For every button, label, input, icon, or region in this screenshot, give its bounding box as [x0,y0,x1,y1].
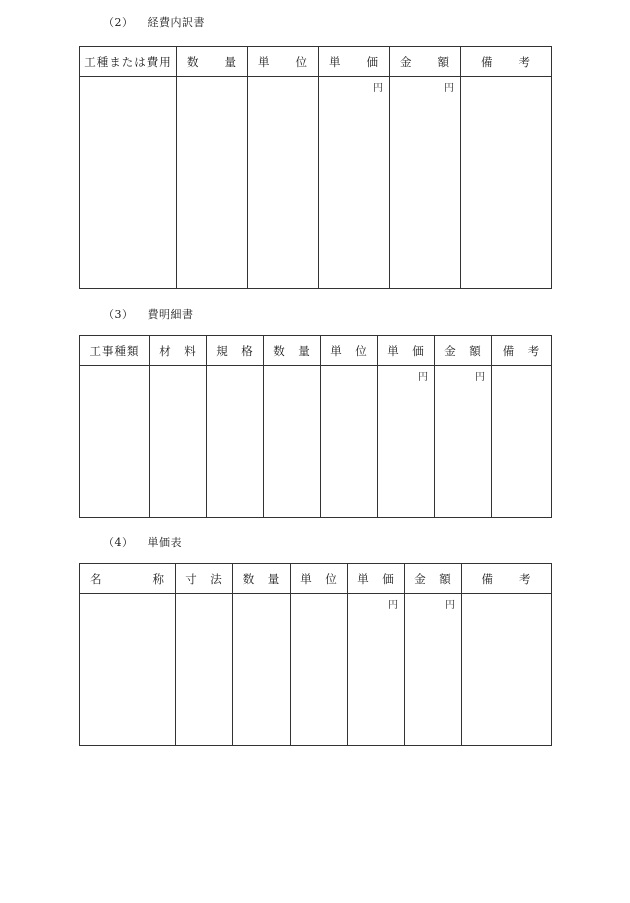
section-4-number: （4） [103,536,134,549]
col-header-unit: 単 位 [291,564,348,594]
col-header-amount: 金 額 [405,564,462,594]
section-4-heading [103,534,182,550]
cell-unit[interactable] [291,594,348,746]
table-header-row [80,564,552,594]
cell-unit[interactable] [248,77,319,289]
table-header-row [80,47,552,77]
col-header-amount: 金 額 [435,336,492,366]
section-3-heading [103,306,194,322]
section-4-title: 単価表 [147,536,182,549]
col-header-name: 名 称 [80,564,176,594]
cell-dimensions[interactable] [176,594,233,746]
col-header-unit-price: 単 価 [348,564,405,594]
col-header-item: 工種または費用 [80,47,177,77]
unit-price-table [79,563,552,746]
cell-unit-price[interactable]: 円 [378,366,435,518]
col-header-material: 材 料 [150,336,207,366]
cell-amount[interactable]: 円 [390,77,461,289]
col-header-unit-price: 単 価 [378,336,435,366]
cell-spec[interactable] [207,366,264,518]
col-header-unit: 単 位 [248,47,319,77]
cell-remarks[interactable] [461,77,552,289]
col-header-spec: 規 格 [207,336,264,366]
section-3-number: （3） [103,308,134,321]
cell-name[interactable] [80,594,176,746]
col-header-unit-price: 単 価 [319,47,390,77]
cell-work-type[interactable] [80,366,150,518]
col-header-amount: 金 額 [390,47,461,77]
col-header-unit: 単 位 [321,336,378,366]
cell-item[interactable] [80,77,177,289]
table-body-row [80,594,552,746]
section-3-title: 費明細書 [147,308,194,321]
cell-unit-price[interactable]: 円 [348,594,405,746]
col-header-quantity: 数 量 [177,47,248,77]
cell-material[interactable] [150,366,207,518]
col-header-remarks: 備 考 [492,336,552,366]
cell-quantity[interactable] [264,366,321,518]
table-body-row [80,366,552,518]
section-2-heading [103,14,205,30]
col-header-remarks: 備 考 [462,564,552,594]
col-header-quantity: 数 量 [264,336,321,366]
cell-quantity[interactable] [233,594,291,746]
cell-remarks[interactable] [492,366,552,518]
section-2-number: （2） [103,16,134,29]
cell-amount[interactable]: 円 [435,366,492,518]
expense-breakdown-table [79,46,552,289]
cell-amount[interactable]: 円 [405,594,462,746]
cell-quantity[interactable] [177,77,248,289]
cell-unit[interactable] [321,366,378,518]
col-header-dimensions: 寸 法 [176,564,233,594]
section-2-title: 経費内訳書 [147,16,205,29]
col-header-quantity: 数 量 [233,564,291,594]
table-body-row [80,77,552,289]
cost-detail-table [79,335,552,518]
cell-remarks[interactable] [462,594,552,746]
cell-unit-price[interactable]: 円 [319,77,390,289]
col-header-work-type: 工事種類 [80,336,150,366]
col-header-remarks: 備 考 [461,47,552,77]
table-header-row [80,336,552,366]
